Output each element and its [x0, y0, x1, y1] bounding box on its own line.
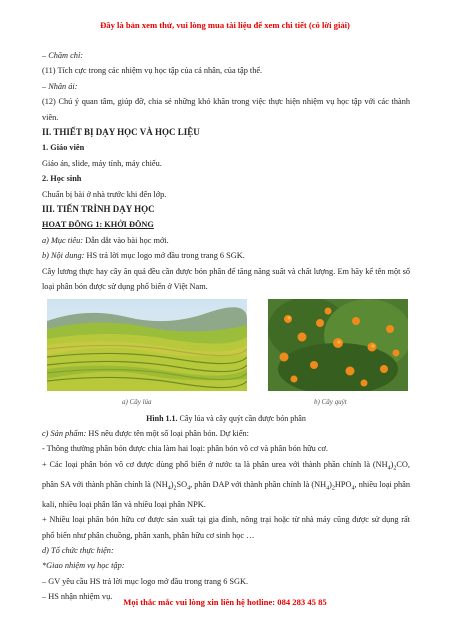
task-2: – HS nhận nhiệm vụ. — [42, 592, 113, 602]
content-line — [42, 248, 410, 263]
product-label: c) Sản phẩm: — [42, 428, 87, 438]
student-text: Chuẩn bị bài ở nhà trước khi đến lớp. — [42, 189, 167, 199]
subscript: 4 — [187, 485, 191, 492]
bullet-2-part: ) — [329, 479, 332, 489]
task-1: – GV yêu cầu HS trả lời mục logo mở đầu trong trang 6 SGK. — [42, 576, 249, 586]
section-3-heading: III. TIẾN TRÌNH DẠY HỌC — [42, 204, 155, 215]
preview-banner: Đây là bản xem thử, vui lòng mua tài liệu để xem chi tiết (có lời giải) — [100, 20, 350, 30]
hotline-banner: Mọi thắc mắc vui lòng xin liên hệ hotline: 084 283 45 85 — [123, 597, 327, 607]
activity-1-heading: HOẠT ĐỘNG 1: KHỞI ĐỘNG — [42, 220, 154, 230]
student-heading: 2. Học sinh — [42, 174, 82, 184]
bullet-2-part: ) — [390, 459, 394, 469]
bullet-2-part: + Các loại phân bón vô cơ được dùng phổ biến ở nước ta là phân urea với thành phần chính là (NH — [42, 459, 388, 469]
chamchi-label: – Chăm chỉ: — [42, 51, 84, 60]
teacher-heading: 1. Giáo viên — [42, 143, 85, 153]
section-2-heading: II. THIẾT BỊ DẠY HỌC VÀ HỌC LIỆU — [42, 127, 200, 138]
figure-caption-label: Hình 1.1. — [146, 413, 178, 423]
objective-text: Dẫn dắt vào bài học mới. — [83, 235, 169, 245]
subscript: 2 — [393, 465, 397, 472]
bullet-1: - Thông thường phân bón được chia làm hai loại: phân bón vô cơ và phân bón hữu cơ. — [42, 444, 328, 454]
figure-area — [42, 299, 410, 411]
bullet-2 — [42, 457, 410, 513]
subscript: 4 — [326, 485, 330, 492]
figure-caption — [42, 411, 410, 426]
item-12: (12) Chú ý quan tâm, giúp đỡ, chia sẻ những khó khăn trong việc thực hiện nhiệm vụ học tập với các thành viên. — [42, 97, 410, 122]
content-label: b) Nội dung: — [42, 251, 85, 261]
item-11: (11) Tích cực trong các nhiệm vụ học tập của cá nhân, của tập thể. — [42, 66, 263, 76]
product-text: HS nêu được tên một số loại phân bón. Dự kiến: — [86, 428, 249, 438]
content-text: HS trả lời mục logo mở đầu trong trang 6 SGK. — [84, 251, 245, 261]
rice-terrace-image — [47, 299, 247, 391]
nhanai-label: – Nhân ái: — [42, 81, 78, 91]
product-line — [42, 426, 410, 441]
subscript: 2 — [331, 485, 335, 492]
bullet-2-part: HPO — [334, 479, 352, 489]
bullet-2-part: CO, phân SA với thành phần chính là (NH — [42, 459, 410, 489]
document-body — [42, 48, 410, 605]
task-label: *Giao nhiệm vụ học tập: — [42, 561, 125, 571]
teacher-text: Giáo án, slide, máy tính, máy chiếu. — [42, 158, 162, 168]
figure-a-label: a) Cây lúa — [122, 397, 152, 406]
bullet-2-part: , phân DAP với thành phần chính là (NH — [190, 479, 327, 489]
figure-caption-text: Cây lúa và cây quýt cần được bón phân — [177, 413, 306, 423]
subscript: 4 — [387, 465, 391, 472]
bullet-2-part: SO — [176, 479, 188, 489]
bullet-2-part: , nhiều loại phân kali, nhiều loại phân lân và nhiều loại phân NPK. — [42, 479, 410, 509]
figure-b-label: b) Cây quýt — [314, 397, 347, 406]
subscript: 4 — [351, 485, 355, 492]
organization-label: d) Tổ chức thực hiện: — [42, 546, 114, 556]
bullet-2-part: ) — [170, 479, 174, 489]
subscript: 2 — [173, 485, 177, 492]
bullet-3: + Nhiều loại phân bón hữu cơ được sản xuất tại gia đình, nông trại hoặc từ nhà máy cũng được sử dụng rất phổ biến như phân chuồng, phân xanh, phân hữu cơ sinh học … — [42, 515, 410, 540]
intro-paragraph: Cây lương thực hay cây ăn quả đều cần được bón phân để tăng năng suất và chất lượng. Em hãy kể tên một số loại phân bón được sử dụng phổ biến ở Việt Nam. — [42, 266, 410, 292]
objective-label: a) Mục tiêu: — [42, 235, 84, 245]
tangerine-tree-image — [268, 299, 408, 391]
subscript: 4 — [167, 485, 171, 492]
objective-line — [42, 233, 410, 248]
